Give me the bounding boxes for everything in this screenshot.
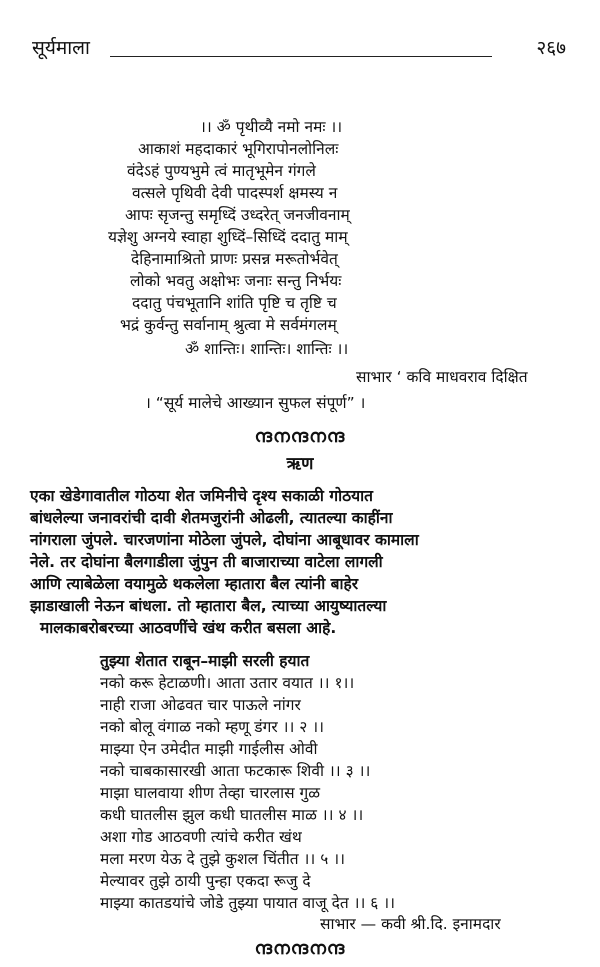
prayer-closing: । “सूर्य मालेचे आख्यान सुफल संपूर्ण” । — [145, 394, 366, 412]
ornament-divider: ന്ദനന്ദനന്ദ — [254, 426, 346, 447]
story-line: नेले. तर दोघांना बैलगाडीला जुंपुन ती बाजाराच्या वाटेला लागली — [30, 553, 383, 571]
poem-line: नको बोलू वंगाळ नको म्हणू डंगर ।। २ ।। — [100, 718, 325, 736]
page-header — [18, 32, 578, 62]
poem-line: माझा घालवाया शीण तेव्हा चारलास गुळ — [100, 784, 320, 802]
page-number: २६७ — [536, 37, 566, 59]
prayer-line: ॐ शान्तिः। शान्तिः। शान्तिः ।। — [185, 340, 349, 358]
story-line: बांधलेल्या जनावरांची दावी शेतमजुरांनी ओढली, त्यातल्या काहींना — [30, 509, 393, 527]
story-line: एका खेडेगावातील गोठया शेत जमिनीचे दृश्य सकाळी गोठयात — [30, 487, 373, 505]
running-title: सूर्यमाला — [32, 37, 90, 59]
story-paragraph — [30, 485, 570, 639]
poem-line: नको चाबकासारखी आता फटकारू शिवी ।। ३ ।। — [100, 762, 371, 780]
prayer-line: आपः सृजन्तु समृध्दिं उध्दरेत् जनजीवनाम् — [125, 206, 350, 224]
poem-credit: साभार — कवी श्री.दि. इनामदार — [320, 915, 501, 933]
poem-line: माझ्या ऐन उमेदीत माझी गाईलीस ओवी — [100, 740, 318, 758]
story-line: नांगराला जुंपले. चारजणांना मोठेला जुंपले, दोघांना आबूधावर कामाला — [30, 531, 419, 549]
story-line: मालकाबरोबरच्या आठवणींचे खंथ करीत बसला आहे. — [40, 619, 337, 637]
prayer-line: आकाशं महदाकारं भूगिरापोनलोनिलः — [138, 140, 339, 158]
poem-line: कधी घातलीस झुल कधी घातलीस माळ ।। ४ ।। — [100, 806, 364, 824]
prayer-line: देहिनामाश्रितो प्राणः प्रसन्न मरूतोर्भवेत् — [131, 250, 338, 268]
poem-line: नको करू हेटाळणी। आता उतार वयात ।। १।। — [100, 674, 355, 692]
poem-line: तुझ्या शेतात राबून–माझी सरली हयात — [100, 652, 310, 670]
story-line: आणि त्याबेळेला वयामुळे थकलेला म्हातारा बैल त्यांनी बाहेर — [30, 575, 359, 593]
story-line: झाडाखाली नेऊन बांधला. तो म्हातारा बैल, त्याच्या आयुष्यातल्या — [30, 597, 387, 615]
section-heading: ऋण — [286, 454, 314, 474]
poem-line: माझ्या कातडयांचे जोडे तुझ्या पायात वाजू देत ।। ६ ।। — [100, 894, 395, 912]
prayer-line: लोको भवतु अक्षोभः जनाः सन्तु निर्भयः — [130, 272, 342, 290]
prayer-line: वत्सले पृथिवी देवी पादस्पर्श क्षमस्य न — [132, 184, 338, 202]
poem-line: नाही राजा ओढवत चार पाऊले नांगर — [100, 696, 301, 714]
poem-line: अशा गोड आठवणी त्यांचे करीत खंथ — [100, 828, 302, 846]
ornament-divider: ന്ദനന്ദനന്ദ — [254, 938, 346, 959]
poem-line: मला मरण येऊ दे तुझे कुशल चिंतीत ।। ५ ।। — [100, 850, 345, 868]
prayer-line: ददातु पंचभूतानि शांति पृष्टि च तृष्टि च — [132, 294, 337, 312]
prayer-line: यज्ञेशु अग्नये स्वाहा शुध्दिं–सिध्दिं ददातु माम् — [108, 228, 348, 246]
header-rule — [110, 56, 492, 57]
prayer-credit: साभार ‘ कवि माधवराव दिक्षित — [356, 368, 528, 386]
prayer-line: भद्रं कुर्वन्तु सर्वानाम् श्रुत्वा मे सर्वमंगलम् — [120, 316, 337, 334]
poem-line: मेल्यावर तुझे ठायी पुन्हा एकदा रूजु दे — [100, 872, 311, 890]
prayer-line: वंदेऽहं पुण्यभुमे त्वं मातृभूमेन गंगले — [127, 162, 316, 180]
prayer-line: ।। ॐ पृथीव्यै नमो नमः ।। — [200, 118, 343, 136]
